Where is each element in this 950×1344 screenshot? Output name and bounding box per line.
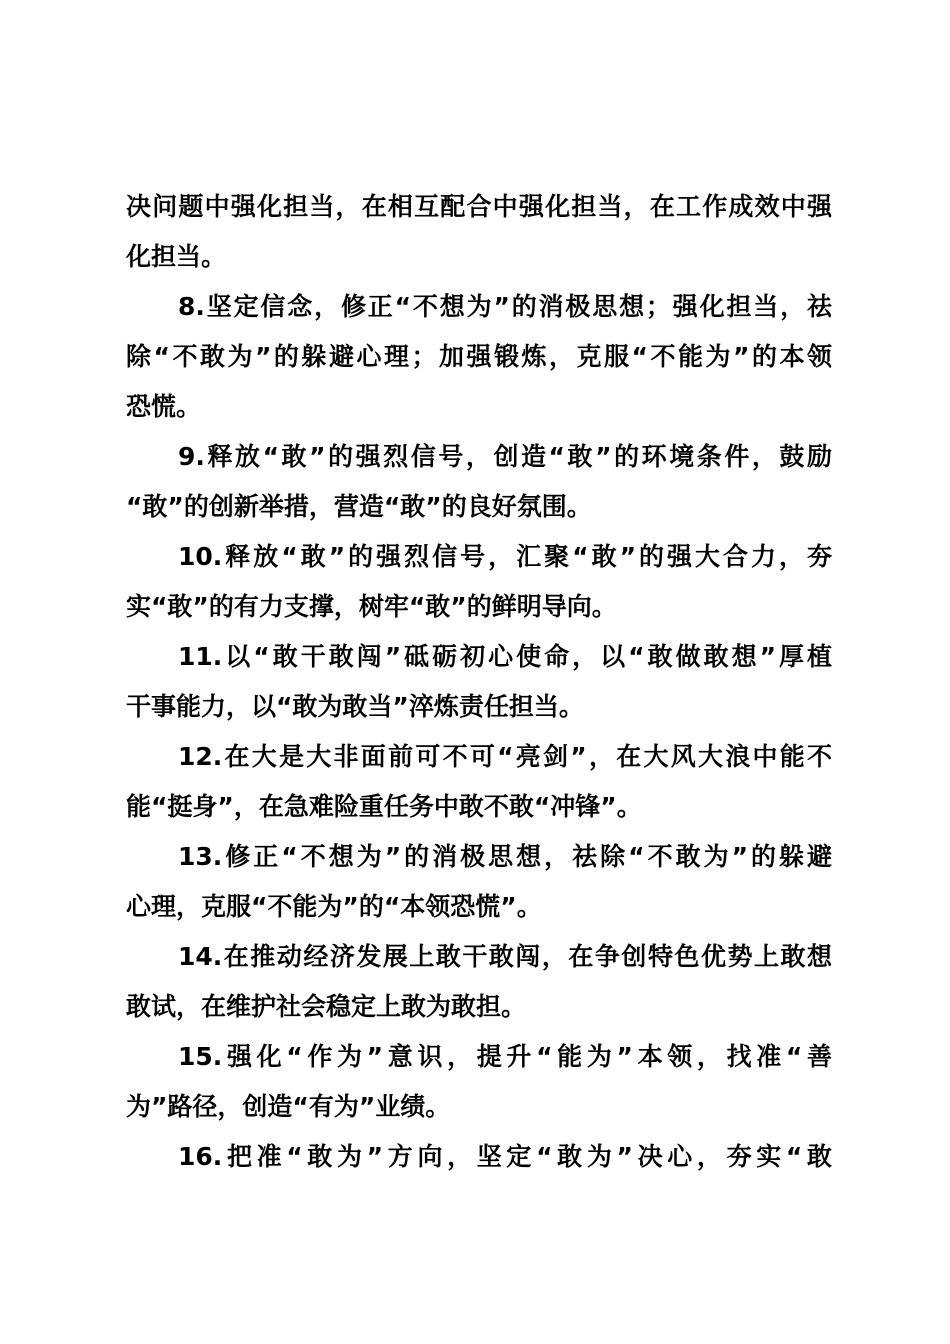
text-line: 11.以“敢干敢闯”砥砺初心使命，以“敢做敢想”厚植 <box>178 642 832 671</box>
text-line: 15.强化“作为”意识，提升“能为”本领，找准“善 <box>178 1042 832 1071</box>
text-line: 为”路径，创造“有为”业绩。 <box>126 1092 451 1121</box>
text-line: 实“敢”的有力支撑，树牢“敢”的鲜明导向。 <box>126 592 617 621</box>
text-line: 除“不敢为”的躲避心理；加强锻炼，克服“不能为”的本领 <box>126 342 832 371</box>
text-line: 10.释放“敢”的强烈信号，汇聚“敢”的强大合力，夯 <box>178 542 832 571</box>
text-line: 8.坚定信念，修正“不想为”的消极思想；强化担当，祛 <box>178 292 832 321</box>
text-line: 化担当。 <box>126 242 227 271</box>
text-line: 13.修正“不想为”的消极思想，祛除“不敢为”的躲避 <box>178 842 832 871</box>
text-line: 16.把准“敢为”方向，坚定“敢为”决心，夯实“敢 <box>178 1142 832 1171</box>
text-line: 12.在大是大非面前可不可“亮剑”，在大风大浪中能不 <box>178 742 832 771</box>
text-line: “敢”的创新举措，营造“敢”的良好氛围。 <box>126 492 592 521</box>
text-line: 能“挺身”，在急难险重任务中敢不敢“冲锋”。 <box>126 792 642 821</box>
text-line: 决问题中强化担当，在相互配合中强化担当，在工作成效中强 <box>126 192 832 221</box>
text-line: 敢试，在维护社会稳定上敢为敢担。 <box>126 992 527 1021</box>
text-line: 9.释放“敢”的强烈信号，创造“敢”的环境条件，鼓励 <box>178 442 832 471</box>
text-line: 恐慌。 <box>126 392 202 421</box>
text-line: 心理，克服“不能为”的“本领恐慌”。 <box>126 892 542 921</box>
text-line: 干事能力，以“敢为敢当”淬炼责任担当。 <box>126 692 584 721</box>
document-body <box>126 182 832 1182</box>
text-line: 14.在推动经济发展上敢干敢闯，在争创特色优势上敢想 <box>178 942 832 971</box>
